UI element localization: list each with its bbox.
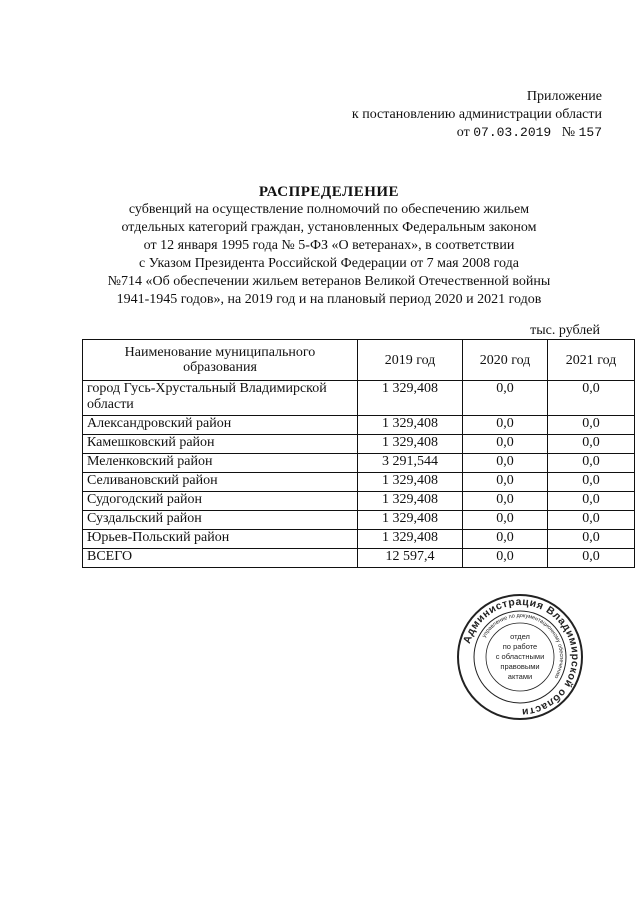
- heading-line: №714 «Об обеспечении жильем ветеранов Великой Отечественной войны: [107, 274, 551, 289]
- value-2019: 1 329,408: [358, 492, 463, 511]
- stamp-outer-text: Администрация Владимирской области: [460, 595, 582, 719]
- value-2021: 0,0: [548, 473, 635, 492]
- total-label: ВСЕГО: [83, 549, 358, 568]
- stamp-center-line: актами: [507, 672, 533, 681]
- heading-line: отдельных категорий граждан, установленных Федеральным законом: [121, 220, 537, 235]
- heading-line: от 12 января 1995 года № 5-ФЗ «О ветеранах», в соответствии: [143, 238, 515, 253]
- table-header-row: [83, 340, 635, 381]
- value-2020: 0,0: [463, 511, 548, 530]
- value-2019: 1 329,408: [358, 435, 463, 454]
- table-row: [83, 473, 635, 492]
- value-2020: 0,0: [463, 492, 548, 511]
- document-title: РАСПРЕДЕЛЕНИЕ: [258, 184, 400, 200]
- appendix-reference: к постановлению администрации области: [351, 107, 602, 122]
- stamp-inner-text: управление по документационному обеспечению: [481, 612, 565, 680]
- table-row: [83, 435, 635, 454]
- municipality-cell: Селивановский район: [83, 473, 358, 492]
- municipality-cell: Меленковский район: [83, 454, 358, 473]
- stamp-center-line: правовыми: [500, 662, 540, 671]
- heading-line: 1941-1945 годов», на 2019 год и на плановый период 2020 и 2021 годов: [116, 292, 542, 307]
- date-prefix: от: [456, 125, 470, 140]
- municipality-cell: Суздальский район: [83, 511, 358, 530]
- header-2019: 2019 год: [358, 340, 463, 381]
- value-2020: 0,0: [463, 435, 548, 454]
- value-2021: 0,0: [548, 511, 635, 530]
- value-2020: 0,0: [463, 530, 548, 549]
- appendix-date-line: [352, 124, 602, 142]
- subsidy-table: [82, 339, 635, 568]
- header-2021: 2021 год: [548, 340, 635, 381]
- municipality-cell: город Гусь-Хрустальный Владимирской области: [83, 381, 358, 416]
- stamp-center-line: отдел: [510, 632, 530, 641]
- value-2021: 0,0: [548, 530, 635, 549]
- value-2021: 0,0: [548, 416, 635, 435]
- table-row: [83, 492, 635, 511]
- header-2020: 2020 год: [463, 340, 548, 381]
- value-2019: 1 329,408: [358, 511, 463, 530]
- units-label: тыс. рублей: [530, 323, 600, 338]
- value-2021: 0,0: [548, 381, 635, 416]
- table-row: [83, 530, 635, 549]
- value-2019: 1 329,408: [358, 530, 463, 549]
- total-2021: 0,0: [548, 549, 635, 568]
- municipality-cell: Камешковский район: [83, 435, 358, 454]
- value-2021: 0,0: [548, 454, 635, 473]
- decree-number: 157: [578, 125, 602, 140]
- total-2019: 12 597,4: [358, 549, 463, 568]
- municipality-cell: Юрьев-Польский район: [83, 530, 358, 549]
- document-heading: [64, 183, 594, 309]
- total-2020: 0,0: [463, 549, 548, 568]
- value-2019: 1 329,408: [358, 473, 463, 492]
- value-2020: 0,0: [463, 473, 548, 492]
- table-row: [83, 381, 635, 416]
- stamp-center-line: по работе: [502, 642, 538, 651]
- value-2021: 0,0: [548, 435, 635, 454]
- value-2019: 3 291,544: [358, 454, 463, 473]
- value-2019: 1 329,408: [358, 381, 463, 416]
- table-row: [83, 416, 635, 435]
- value-2020: 0,0: [463, 454, 548, 473]
- heading-line: субвенций на осуществление полномочий по обеспечению жильем: [128, 202, 530, 217]
- decree-date: 07.03.2019: [473, 125, 552, 140]
- number-prefix: №: [561, 125, 576, 140]
- municipality-cell: Судогодский район: [83, 492, 358, 511]
- value-2021: 0,0: [548, 492, 635, 511]
- header-municipality: Наименование муниципального образования: [83, 340, 358, 381]
- value-2020: 0,0: [463, 416, 548, 435]
- value-2019: 1 329,408: [358, 416, 463, 435]
- municipality-cell: Александровский район: [83, 416, 358, 435]
- stamp-center-line: с областными: [495, 652, 545, 661]
- value-2020: 0,0: [463, 381, 548, 416]
- heading-line: с Указом Президента Российской Федерации от 7 мая 2008 года: [139, 256, 519, 271]
- table-row: [83, 454, 635, 473]
- appendix-block: [352, 88, 602, 142]
- table-row: [83, 511, 635, 530]
- official-stamp: [456, 593, 584, 721]
- appendix-label: Приложение: [526, 89, 602, 104]
- total-row: [83, 549, 635, 568]
